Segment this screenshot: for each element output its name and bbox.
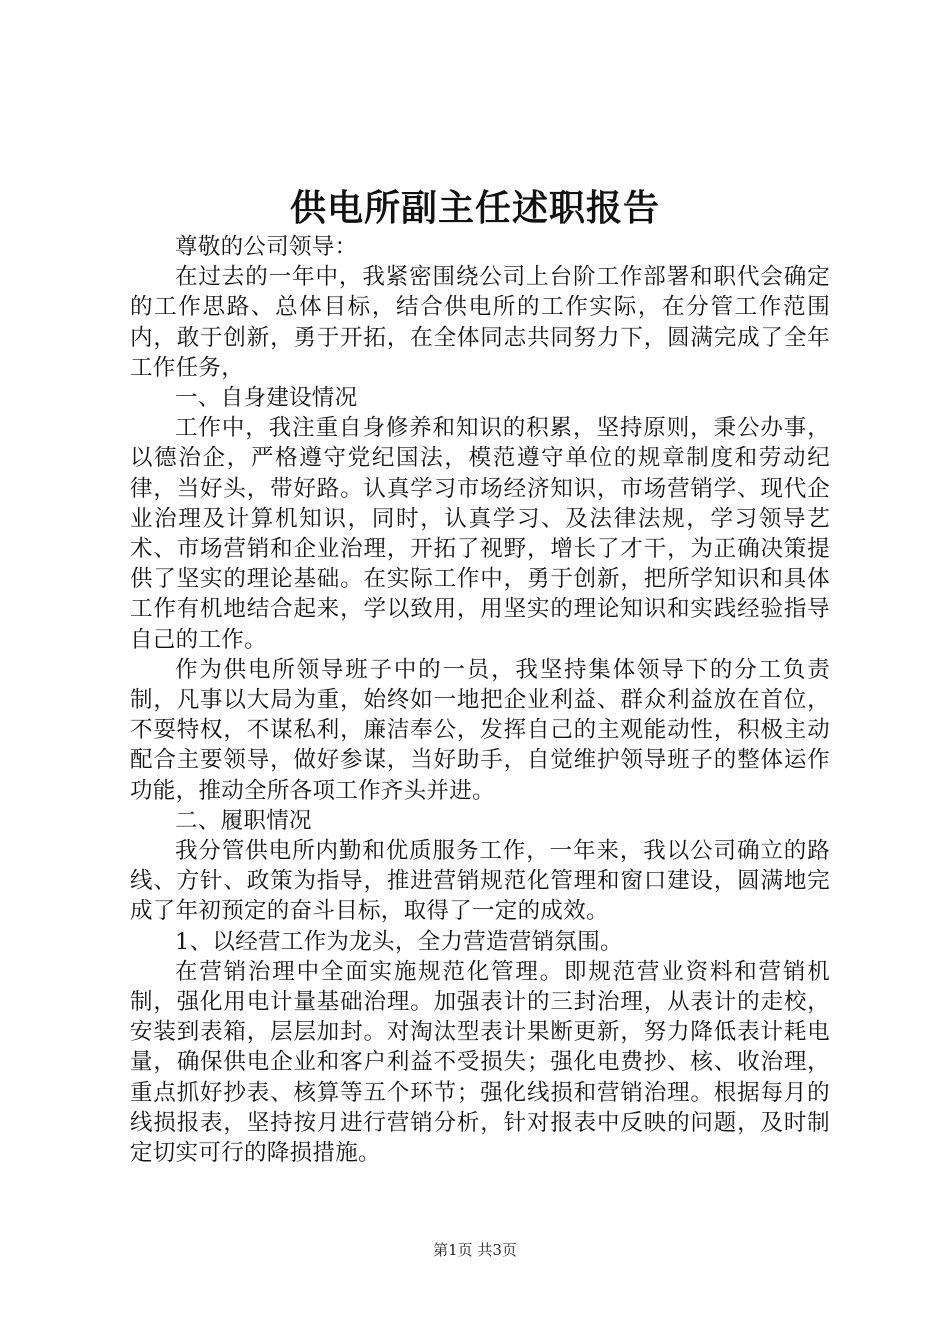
page-number-footer: 第1页 共3页 bbox=[433, 1241, 517, 1259]
paragraph-self-study: 工作中，我注重自身修养和知识的积累，坚持原则，秉公办事，以德治企，严格遵守党纪国法，模范遵守单位的规章制度和劳动纪律，当好头，带好路。认真学习市场经济知识，市场营销学、现代企业治理及计算机知识，同时，认真学习、及法律法规，学习领导艺术、市场营销和企业治理，开拓了视野，增长了才干，为正确决策提供了坚实的理论基础。在实际工作中，勇于创新，把所学知识和具体工作有机地结合起来，学以致用，用坚实的理论知识和实践经验指导自己的工作。 bbox=[130, 415, 830, 653]
paragraph-duties-overview: 我分管供电所内勤和优质服务工作，一年来，我以公司确立的路线、方针、政策为指导，推进营销规范化管理和窗口建设，圆满地完成了年初预定的奋斗目标，取得了一定的成效。 bbox=[130, 838, 830, 925]
document-title: 供电所副主任述职报告 bbox=[289, 187, 660, 229]
paragraph-team-member: 作为供电所领导班子中的一员，我坚持集体领导下的分工负责制，凡事以大局为重，始终如一地把企业利益、群众利益放在首位，不耍特权，不谋私利，廉洁奉公，发挥自己的主观能动性，积极主动配合主要领导，做好参谋，当好助手，自觉维护领导班子的整体运作功能，推动全所各项工作齐头并进。 bbox=[130, 656, 830, 804]
section-heading-self-building: 一、自身建设情况 bbox=[175, 385, 358, 412]
document-body bbox=[130, 232, 830, 1168]
salutation: 尊敬的公司领导： bbox=[175, 234, 358, 260]
section-heading-duties: 二、履职情况 bbox=[175, 807, 312, 834]
intro-paragraph: 在过去的一年中，我紧密围绕公司上台阶工作部署和职代会确定的工作思路、总体目标，结合供电所的工作实际，在分管工作范围内，敢于创新，勇于开拓，在全体同志共同努力下，圆满完成了全年工作任务， bbox=[130, 264, 830, 381]
subheading-marketing: 1、以经营工作为龙头，全力营造营销氛围。 bbox=[175, 928, 623, 955]
paragraph-marketing-management: 在营销治理中全面实施规范化管理。即规范营业资料和营销机制，强化用电计量基础治理。加强表计的三封治理，从表计的走校，安装到表箱，层层加封。对淘汰型表计果断更新，努力降低表计耗电量，确保供电企业和客户利益不受损失；强化电费抄、核、收治理，重点抓好抄表、核算等五个环节；强化线损和营销治理。根据每月的线损报表，坚持按月进行营销分析，针对报表中反映的问题，及时制定切实可行的降损措施。 bbox=[130, 958, 830, 1167]
